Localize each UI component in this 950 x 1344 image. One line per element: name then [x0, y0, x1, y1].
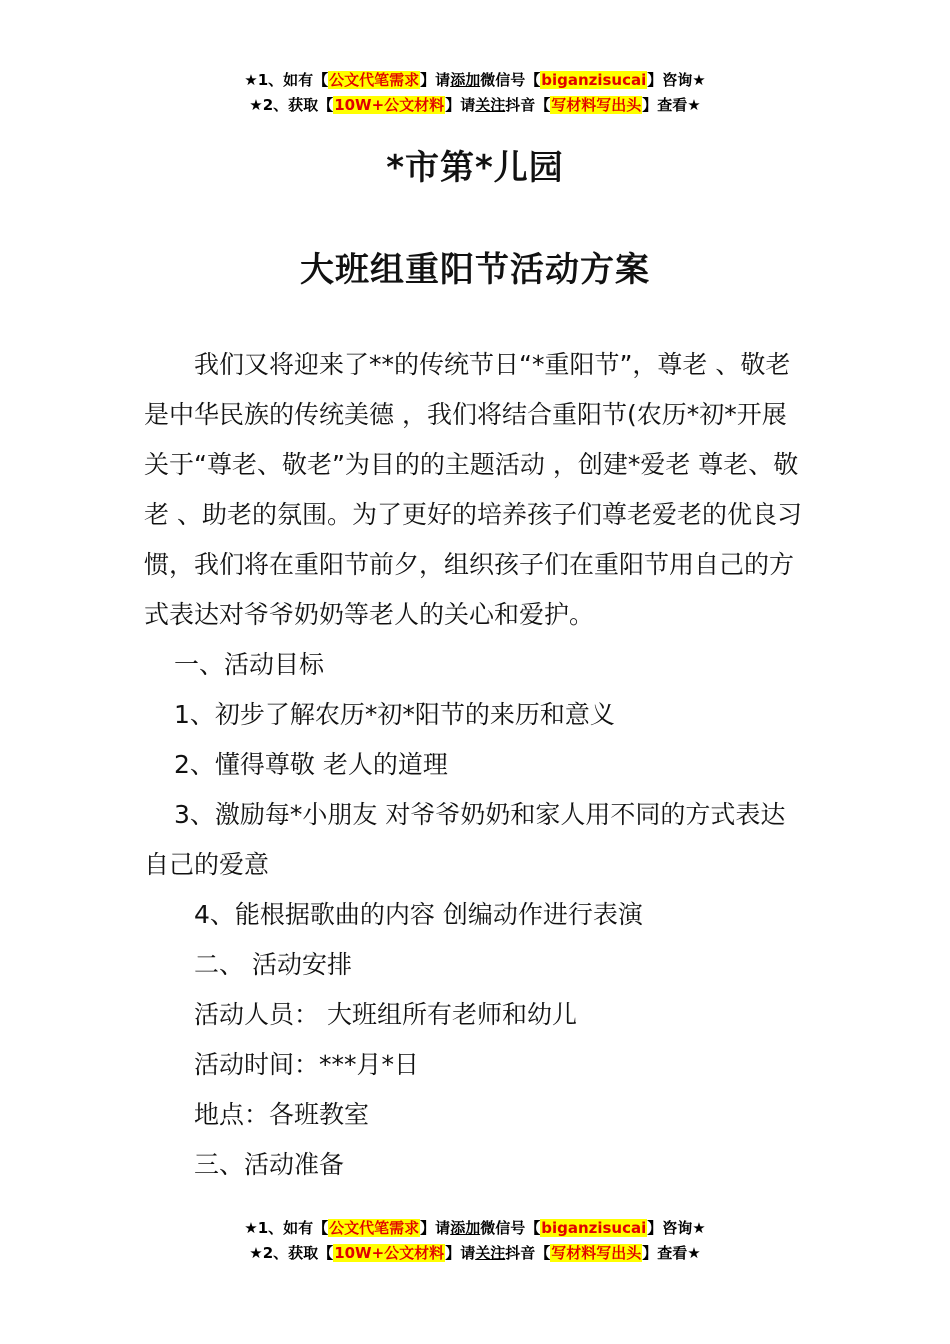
highlight-service: 公文代笔需求	[329, 1219, 420, 1237]
activity-people: 活动人员： 大班组所有老师和幼儿	[194, 1000, 577, 1029]
activity-place: 地点：各班教室	[194, 1100, 370, 1129]
highlight-douyin-id: 写材料写出头	[551, 1244, 642, 1262]
goal-item-3: 3、激励每*小朋友 对爷爷奶奶和家人用不同的方式表达自己的爱意	[144, 800, 786, 879]
promo-banner-top	[0, 68, 950, 118]
goal-item-1: 1、初步了解农历*初*阳节的来历和意义	[174, 700, 615, 729]
goal-item-4: 4、能根据歌曲的内容 创编动作进行表演	[194, 900, 643, 929]
section-heading-arrangement: 二、 活动安排	[194, 950, 352, 979]
document-subtitle: 大班组重阳节活动方案	[300, 250, 650, 290]
section-heading-preparation: 三、活动准备	[194, 1150, 345, 1179]
section-heading-goals: 一、活动目标	[174, 650, 325, 679]
highlight-douyin-id: 写材料写出头	[551, 96, 642, 114]
promo-banner-bottom	[0, 1216, 950, 1266]
intro-paragraph: 我们又将迎来了**的传统节日“*重阳节”，尊老 、敬老是中华民族的传统美德 ，我们将结合重阳节(农历*初*开展关于“尊老、敬老”为目的的主题活动 ，创建*爱老 尊老、敬老 、助老的氛围。为了更好的培养孩子们尊老爱老的优良习惯，我们将在重阳节前夕，组织孩子们在重阳节用自己的方式表达对爷爷奶奶等老人的关心和爱护。	[144, 350, 802, 629]
promo-line-2: ★2、获取【10W+公文材料】请关注抖音【写材料写出头】查看★	[249, 1244, 701, 1262]
document-body	[144, 340, 808, 1190]
activity-time: 活动时间：***月*日	[194, 1050, 420, 1079]
promo-line-1: ★1、如有【公文代笔需求】请添加微信号【biganzisucai】咨询★	[244, 71, 706, 89]
highlight-wechat-id: biganzisucai	[541, 71, 647, 89]
highlight-materials: 10W+公文材料	[334, 96, 445, 114]
highlight-materials: 10W+公文材料	[334, 1244, 445, 1262]
highlight-wechat-id: biganzisucai	[541, 1219, 647, 1237]
highlight-service: 公文代笔需求	[329, 71, 420, 89]
promo-line-1: ★1、如有【公文代笔需求】请添加微信号【biganzisucai】咨询★	[244, 1219, 706, 1237]
document-title: *市第*儿园	[386, 148, 564, 188]
promo-line-2: ★2、获取【10W+公文材料】请关注抖音【写材料写出头】查看★	[249, 96, 701, 114]
goal-item-2: 2、懂得尊敬 老人的道理	[174, 750, 448, 779]
